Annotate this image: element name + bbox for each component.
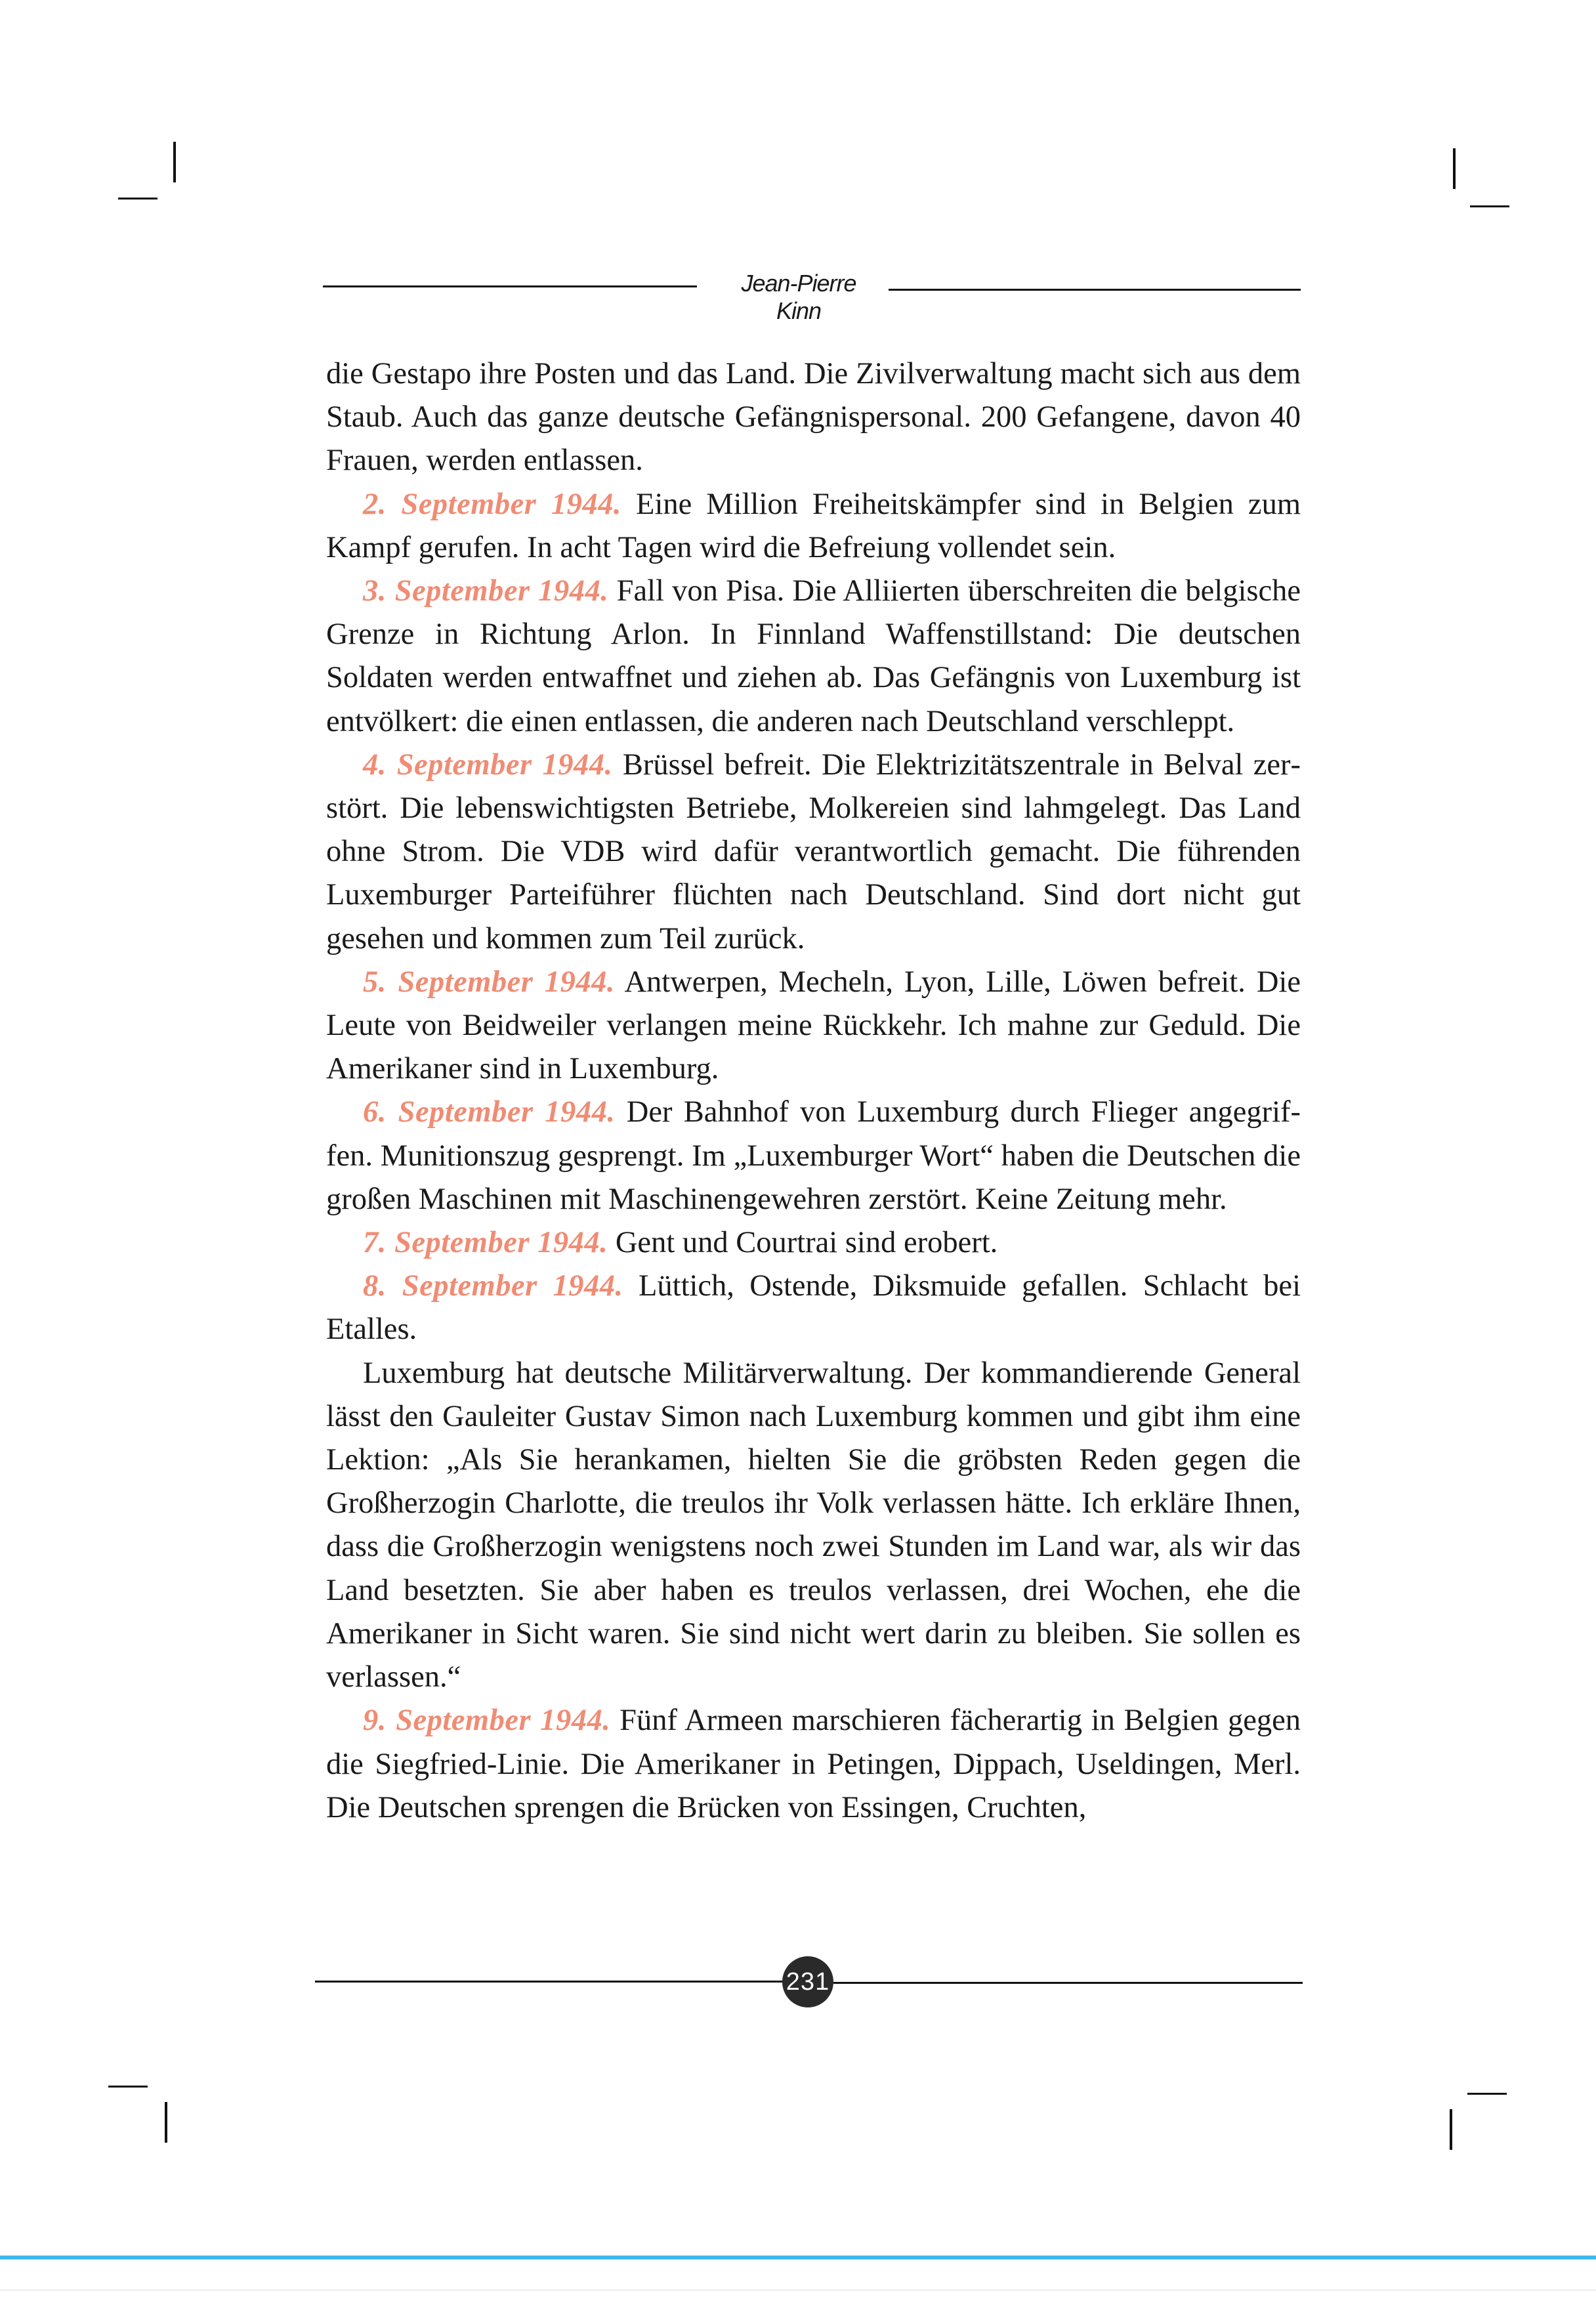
crop-mark-top-left-vertical [173, 142, 176, 182]
entry-date: 2. September 1944. [363, 487, 622, 521]
page-number-badge: 231 [782, 1956, 833, 2007]
header-author: Jean-Pierre Kinn [741, 270, 856, 324]
entry-date: 6. September 1944. [363, 1095, 616, 1129]
scan-edge-shadow [0, 2289, 1596, 2291]
diary-entry [326, 1221, 1301, 1265]
diary-entry [326, 1699, 1301, 1830]
header-rule-right [889, 289, 1301, 291]
entry-date: 7. September 1944. [363, 1226, 608, 1260]
crop-mark-top-left-horizontal [118, 198, 158, 200]
running-header [323, 266, 1306, 324]
entry-date: 9. September 1944. [363, 1704, 611, 1738]
crop-mark-bottom-left-vertical [165, 2102, 167, 2143]
crop-mark-bottom-right-vertical [1450, 2109, 1452, 2150]
footer-rule-left [315, 1981, 784, 1983]
entry-text: Fünf Armeen marschieren fächerartig in Belgien gegen die Siegfried-Linie. Die Amerikaner in Petingen, Dippach, Useldingen, Merl. Die Deutschen sprengen die Brücken von Essingen, Cruchten, [326, 1704, 1301, 1824]
paragraph [326, 1352, 1301, 1700]
entry-text: Eine Million Freiheitskämpfer sind in Belgien zum Kampf gerufen. In acht Tagen wird die Befreiung vollendet sein. [326, 487, 1301, 564]
crop-mark-bottom-left-horizontal [108, 2086, 148, 2088]
crop-mark-bottom-right-horizontal [1467, 2093, 1507, 2095]
crop-mark-top-right-vertical [1453, 148, 1456, 189]
diary-entry [326, 570, 1301, 744]
diary-entry [326, 483, 1301, 570]
entry-text: Antwerpen, Mecheln, Lyon, Lille, Löwen befreit. Die Leute von Beidweiler verlangen meine Rückkehr. Ich mahne zur Geduld. Die Amerikaner sind in Luxemburg. [326, 965, 1301, 1086]
diary-entry [326, 1265, 1301, 1351]
paragraph-text: die Gestapo ihre Posten und das Land. Die Zivilverwaltung macht sich aus dem Staub. Auch das ganze deutsche Gefängnispersonal. 200 Gefangene, davon 40 Frauen, werden entlassen. [326, 357, 1301, 478]
entry-date: 4. September 1944. [363, 747, 613, 782]
entry-text: Lüttich, Ostende, Diksmuide gefallen. Schlacht bei Etalles. [326, 1269, 1301, 1347]
entry-text: Fall von Pisa. Die Alliierten überschreiten die belgische Grenze in Richtung Arlon. In Finnland Waffenstillstand: Die deutschen Soldaten werden entwaffnet und ziehen ab. Das Gefängnis von Luxemburg ist entvölkert: die einen entlassen, die anderen nach Deutschland verschleppt. [326, 574, 1301, 738]
entry-text: Der Bahnhof von Luxemburg durch Flieger angegriffen. Munitionszug gesprengt. Im „Luxemburger Wort“ haben die Deutschen die großen Maschinen mit Maschinengewehren zerstört. Keine Zeitung mehr. [326, 1095, 1301, 1216]
crop-mark-top-right-horizontal [1470, 205, 1509, 207]
entry-text: Brüssel befreit. Die Elektrizitätszentrale in Belval zerstört. Die lebenswichtigsten Betriebe, Molkereien sind lahmgelegt. Das Land ohne Strom. Die VDB wird dafür verantwortlich gemacht. Die führenden Luxemburger Parteiführer flüchten nach Deutschland. Sind dort nicht gut gesehen und kommen zum Teil zurück. [326, 747, 1301, 956]
footer-rule-right [833, 1982, 1303, 1984]
diary-entry [326, 744, 1301, 961]
paragraph-text: Luxemburg hat deutsche Militärverwaltung. Der kommandierende General lässt den Gauleiter Gustav Simon nach Luxemburg kommen und gibt ihm eine Lektion: „Als Sie herankamen, hielten Sie die gröbsten Reden gegen die Großherzogin Charlotte, die treulos ihr Volk verlassen hätte. Ich erkläre Ihnen, dass die Großherzogin wenigstens noch zwei Stunden im Land war, als wir das Land besetzten. Sie aber haben es treulos verlassen, drei Wochen, ehe die Amerikaner in Sicht waren. Sie sind nicht wert darin zu bleiben. Sie sollen es verlassen.“ [326, 1356, 1301, 1694]
header-rule-left [323, 285, 697, 287]
page-footer [315, 1954, 1303, 2009]
diary-entry [326, 1091, 1301, 1221]
scan-edge-line [0, 2256, 1596, 2259]
paragraph [326, 352, 1301, 483]
page-body [326, 352, 1301, 1830]
entry-date: 8. September 1944. [363, 1269, 623, 1303]
entry-date: 5. September 1944. [363, 965, 616, 999]
diary-entry [326, 961, 1301, 1091]
entry-date: 3. September 1944. [363, 574, 609, 608]
entry-text: Gent und Courtrai sind erobert. [608, 1226, 998, 1260]
